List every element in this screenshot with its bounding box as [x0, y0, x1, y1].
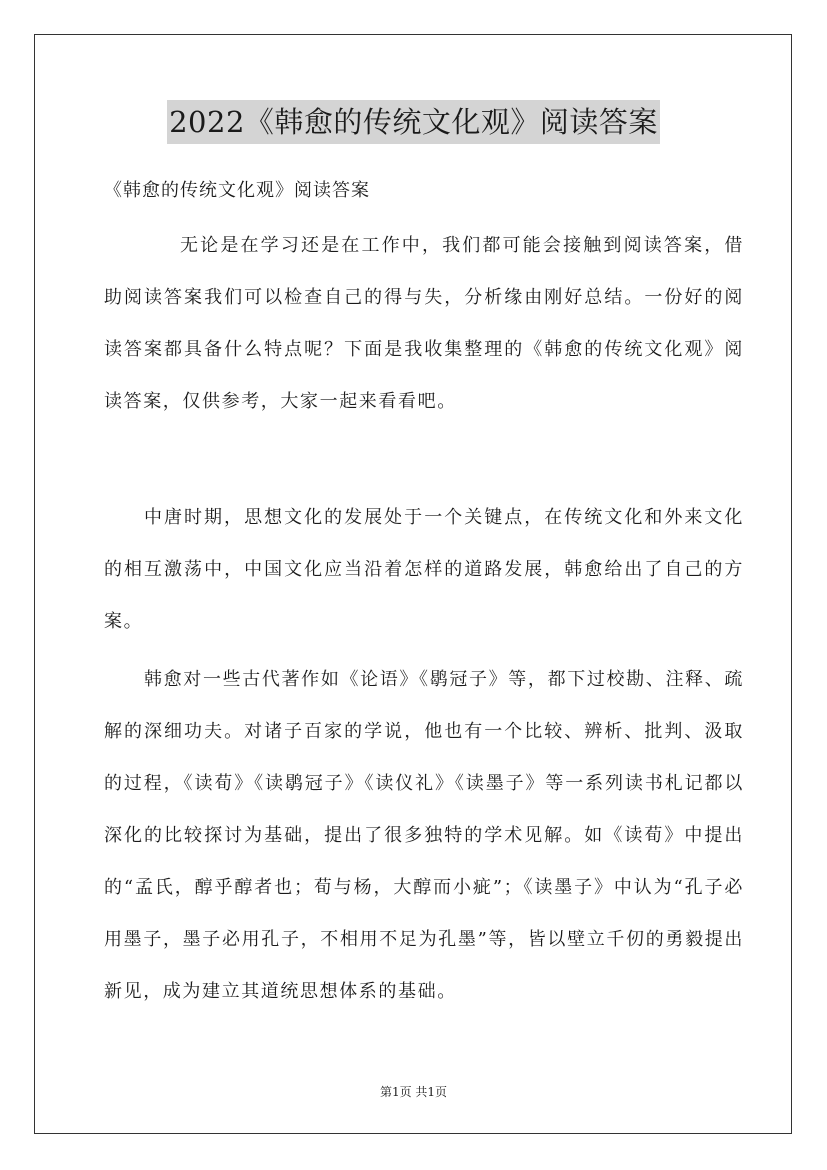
- document-title: 2022《韩愈的传统文化观》阅读答案: [167, 100, 660, 144]
- body-paragraph-2: 韩愈对一些古代著作如《论语》《鹖冠子》等，都下过校勘、注释、疏解的深细功夫。对诸子百家的学说，他也有一个比较、辨析、批判、汲取的过程，《读荀》《读鹖冠子》《读仪礼》《读墨子》等一系列读书札记都以深化的比较探讨为基础，提出了很多独特的学术见解。如《读荀》中提出的“孟氏，醇乎醇者也；荀与杨，大醇而小疵”；《读墨子》中认为“孔子必用墨子，墨子必用孔子，不相用不足为孔墨”等，皆以壁立千仞的勇毅提出新见，成为建立其道统思想体系的基础。: [104, 669, 744, 1002]
- page-footer: 第1页 共1页: [379, 1085, 448, 1099]
- document-subtitle: 《韩愈的传统文化观》阅读答案: [104, 180, 370, 201]
- intro-paragraph: 无论是在学习还是在工作中，我们都可能会接触到阅读答案，借助阅读答案我们可以检查自己的得与失，分析缘由刚好总结。一份好的阅读答案都具备什么特点呢？下面是我收集整理的《韩愈的传统文化观》阅读答案，仅供参考，大家一起来看看吧。: [104, 235, 744, 412]
- body-paragraph-1: 中唐时期，思想文化的发展处于一个关键点，在传统文化和外来文化的相互激荡中，中国文化应当沿着怎样的道路发展，韩愈给出了自己的方案。: [104, 507, 744, 632]
- document-title-wrapper: [0, 100, 827, 144]
